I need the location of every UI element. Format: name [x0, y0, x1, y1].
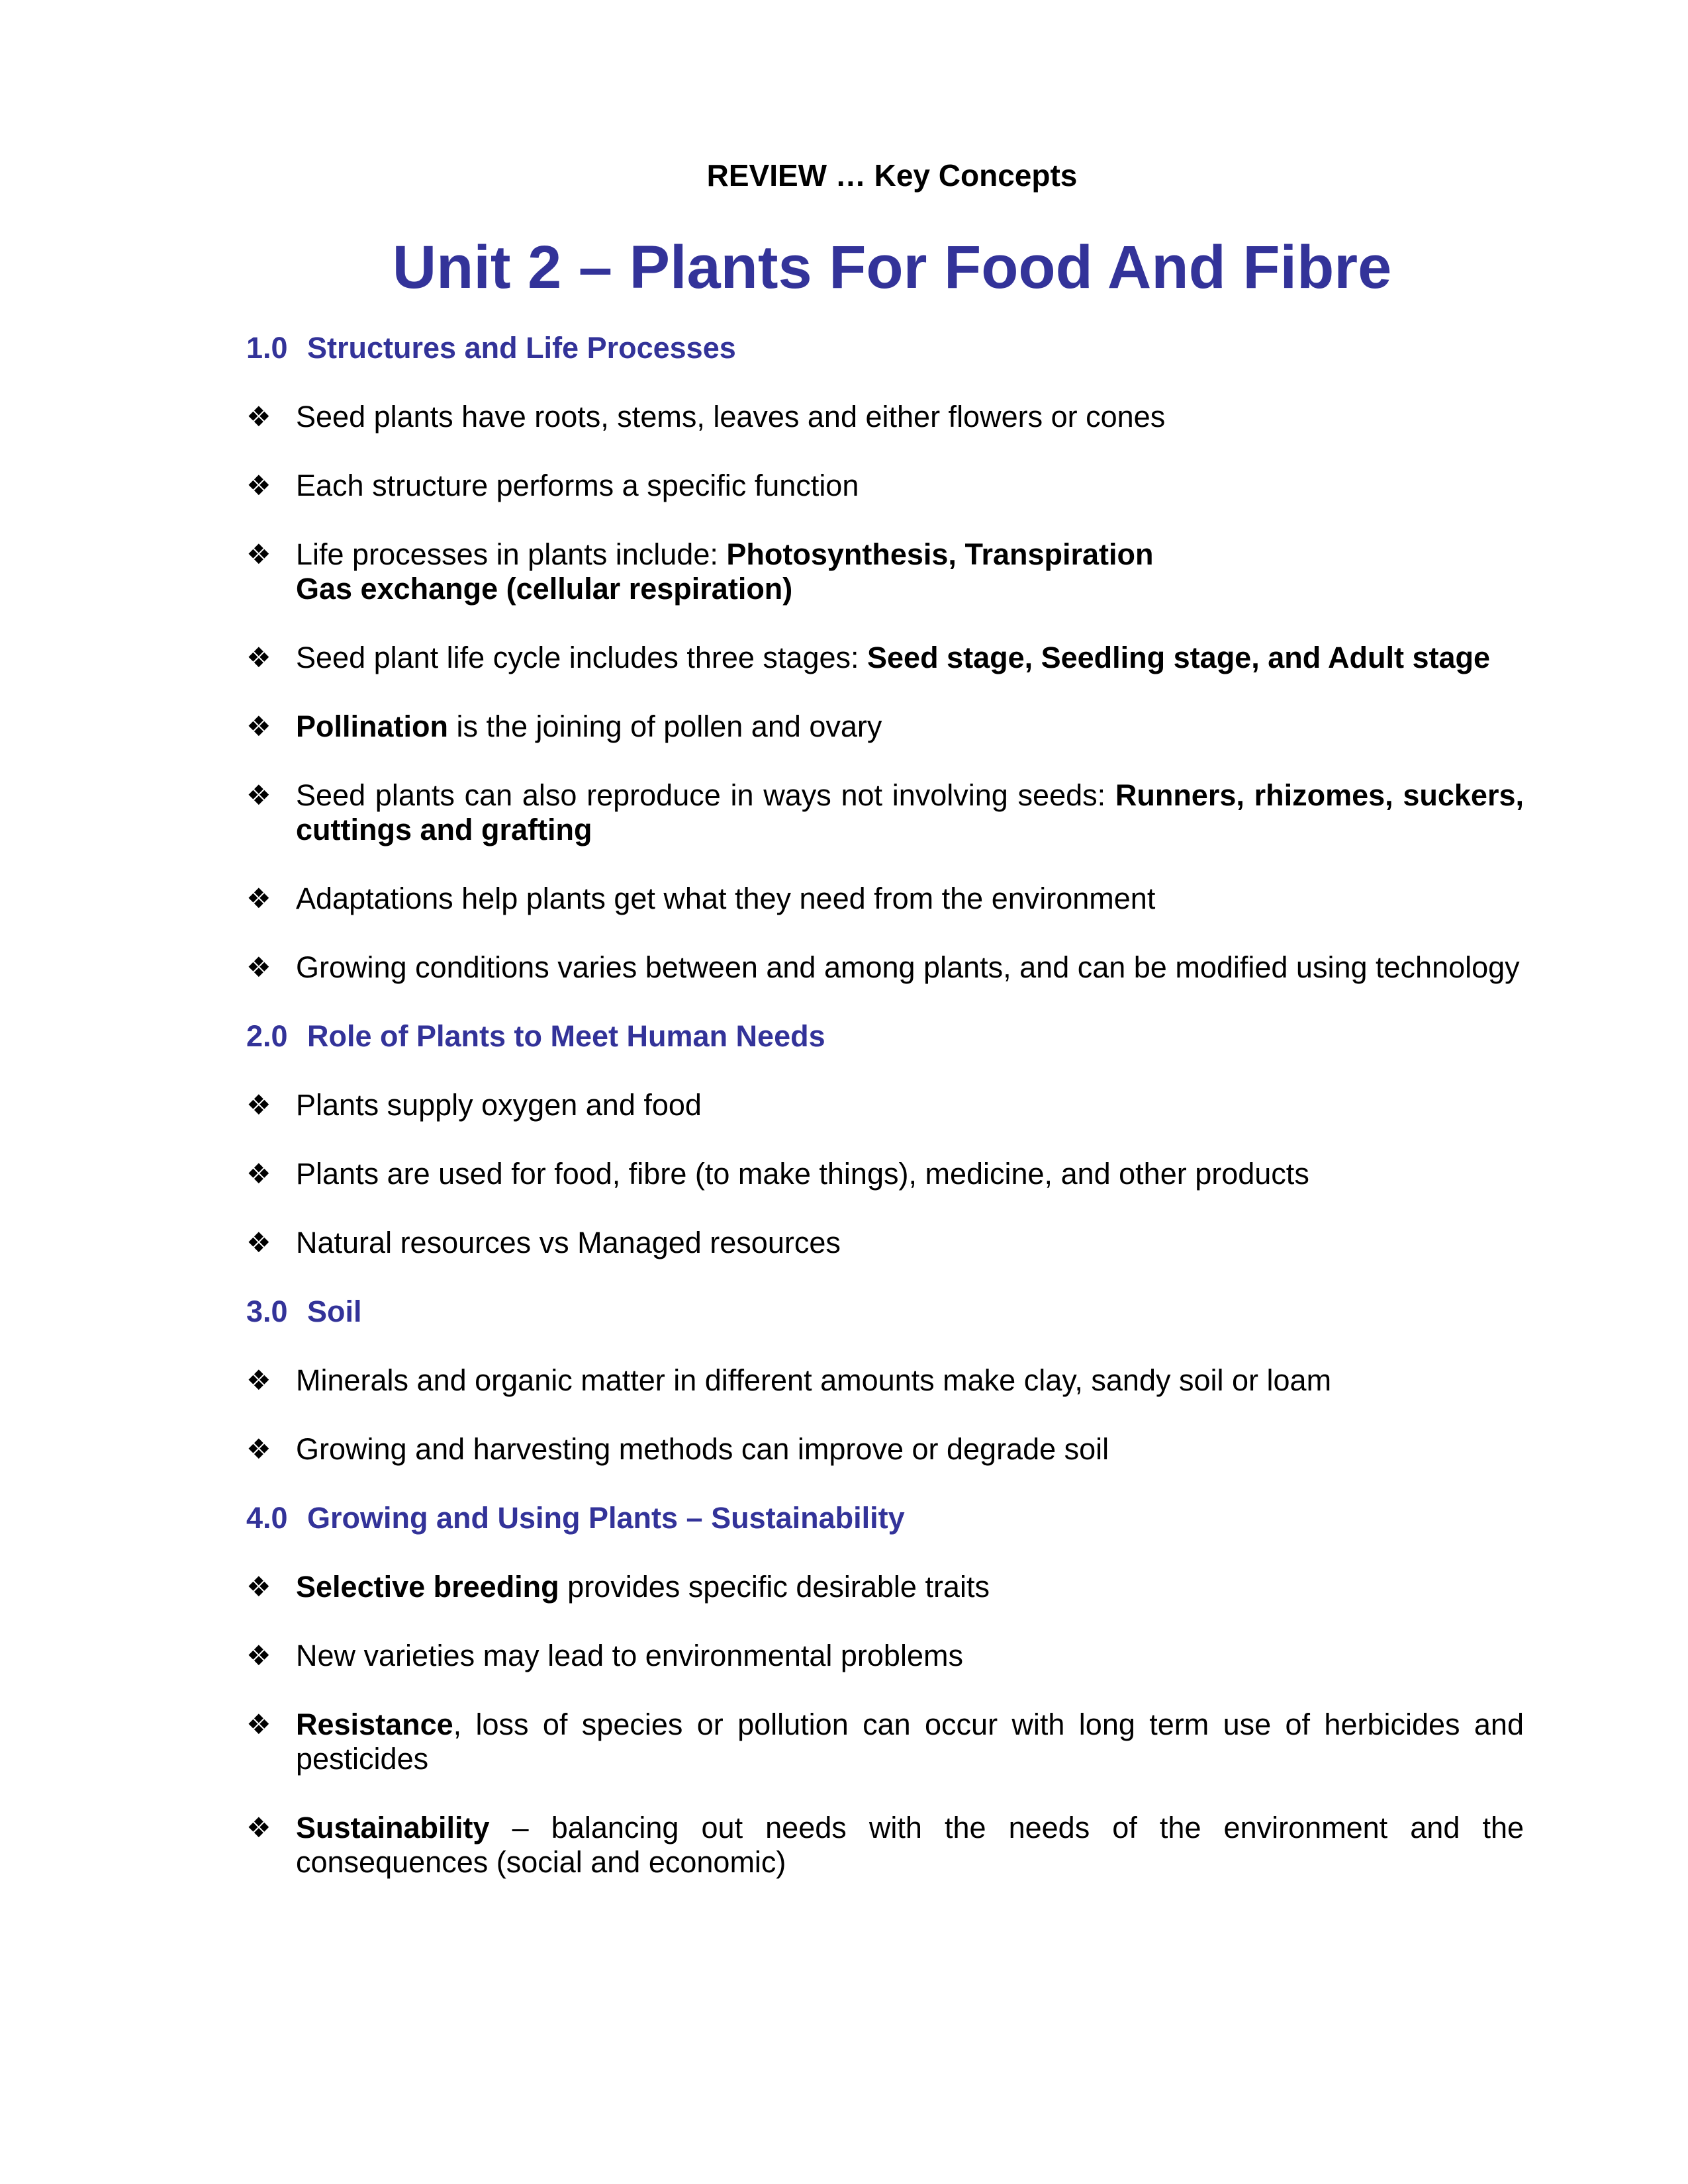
- section-number: 2.0: [246, 1019, 288, 1053]
- section-number: 3.0: [246, 1295, 288, 1328]
- diamond-bullet-icon: ❖: [246, 952, 271, 983]
- item-text: Adaptations help plants get what they need from the environment: [296, 882, 1156, 915]
- diamond-bullet-icon: ❖: [246, 780, 271, 811]
- diamond-bullet-icon: ❖: [246, 1571, 271, 1602]
- diamond-bullet-icon: ❖: [246, 1640, 271, 1671]
- list-item: [246, 950, 1524, 985]
- section-heading: [246, 1019, 1524, 1054]
- item-bold-text: Sustainability: [296, 1811, 490, 1844]
- diamond-bullet-icon: ❖: [246, 1227, 271, 1258]
- diamond-bullet-icon: ❖: [246, 1089, 271, 1120]
- list-item: [246, 1157, 1524, 1191]
- item-text: Natural resources vs Managed resources: [296, 1226, 841, 1259]
- section-title: Role of Plants to Meet Human Needs: [307, 1019, 825, 1053]
- section-title: Soil: [307, 1295, 362, 1328]
- list-item: [246, 1811, 1524, 1880]
- section-heading: [246, 331, 1524, 365]
- item-text: Plants supply oxygen and food: [296, 1088, 702, 1122]
- diamond-bullet-icon: ❖: [246, 1365, 271, 1396]
- item-text: – balancing out needs with the needs of the environment and the consequences (social and economic): [296, 1811, 1524, 1879]
- content: [246, 331, 1524, 1914]
- item-text: provides specific desirable traits: [559, 1570, 990, 1604]
- item-bold-text: Photosynthesis, Transpiration: [726, 537, 1154, 571]
- item-bold-text: Runners, rhizomes, suckers, cuttings and grafting: [296, 778, 1524, 846]
- section-number: 1.0: [246, 331, 288, 365]
- list-item: [246, 400, 1524, 434]
- item-bold-text: Gas exchange (cellular respiration): [296, 572, 793, 606]
- item-text: Minerals and organic matter in different amounts make clay, sandy soil or loam: [296, 1363, 1332, 1397]
- diamond-bullet-icon: ❖: [246, 1812, 271, 1843]
- item-text: Growing conditions varies between and among plants, and can be modified using technology: [296, 950, 1520, 984]
- item-bold-text: Pollination: [296, 709, 448, 743]
- item-bold-text: Resistance: [296, 1707, 453, 1741]
- item-text: , loss of species or pollution can occur with long term use of herbicides and pesticides: [296, 1707, 1524, 1776]
- item-text: is the joining of pollen and ovary: [448, 709, 882, 743]
- item-bold-text: Selective breeding: [296, 1570, 559, 1604]
- item-text: Seed plants can also reproduce in ways not involving seeds:: [296, 778, 1115, 812]
- list-item: [246, 1639, 1524, 1673]
- list-item: [246, 469, 1524, 503]
- list-item: [246, 778, 1524, 847]
- list-item: [246, 882, 1524, 916]
- item-text: Seed plant life cycle includes three stages:: [296, 641, 867, 674]
- diamond-bullet-icon: ❖: [246, 1158, 271, 1189]
- list-item: [246, 641, 1524, 675]
- diamond-bullet-icon: ❖: [246, 401, 271, 432]
- diamond-bullet-icon: ❖: [246, 470, 271, 501]
- list-item: [246, 1088, 1524, 1122]
- list-item: [246, 709, 1524, 744]
- diamond-bullet-icon: ❖: [246, 1709, 271, 1740]
- item-text: Each structure performs a specific function: [296, 469, 859, 502]
- diamond-bullet-icon: ❖: [246, 1433, 271, 1465]
- diamond-bullet-icon: ❖: [246, 539, 271, 570]
- diamond-bullet-icon: ❖: [246, 711, 271, 742]
- item-text: Growing and harvesting methods can improve or degrade soil: [296, 1432, 1109, 1466]
- section-heading: [246, 1501, 1524, 1535]
- review-heading: REVIEW … Key Concepts: [706, 158, 1078, 193]
- list-item: [246, 1432, 1524, 1467]
- section-number: 4.0: [246, 1501, 288, 1535]
- section-heading: [246, 1295, 1524, 1329]
- diamond-bullet-icon: ❖: [246, 883, 271, 914]
- list-item: [246, 1707, 1524, 1776]
- item-text: Seed plants have roots, stems, leaves and either flowers or cones: [296, 400, 1166, 433]
- item-bold-text: Seed stage, Seedling stage, and Adult stage: [867, 641, 1491, 674]
- list-item: [246, 1570, 1524, 1604]
- diamond-bullet-icon: ❖: [246, 642, 271, 673]
- section-title: Structures and Life Processes: [307, 331, 736, 365]
- item-text: New varieties may lead to environmental problems: [296, 1639, 963, 1672]
- item-text: Plants are used for food, fibre (to make things), medicine, and other products: [296, 1157, 1309, 1191]
- unit-title: Unit 2 – Plants For Food And Fibre: [392, 234, 1392, 301]
- section-title: Growing and Using Plants – Sustainability: [307, 1501, 905, 1535]
- list-item: [246, 1226, 1524, 1260]
- list-item: [246, 1363, 1524, 1398]
- list-item: [246, 537, 1524, 606]
- item-text: Life processes in plants include:: [296, 537, 727, 571]
